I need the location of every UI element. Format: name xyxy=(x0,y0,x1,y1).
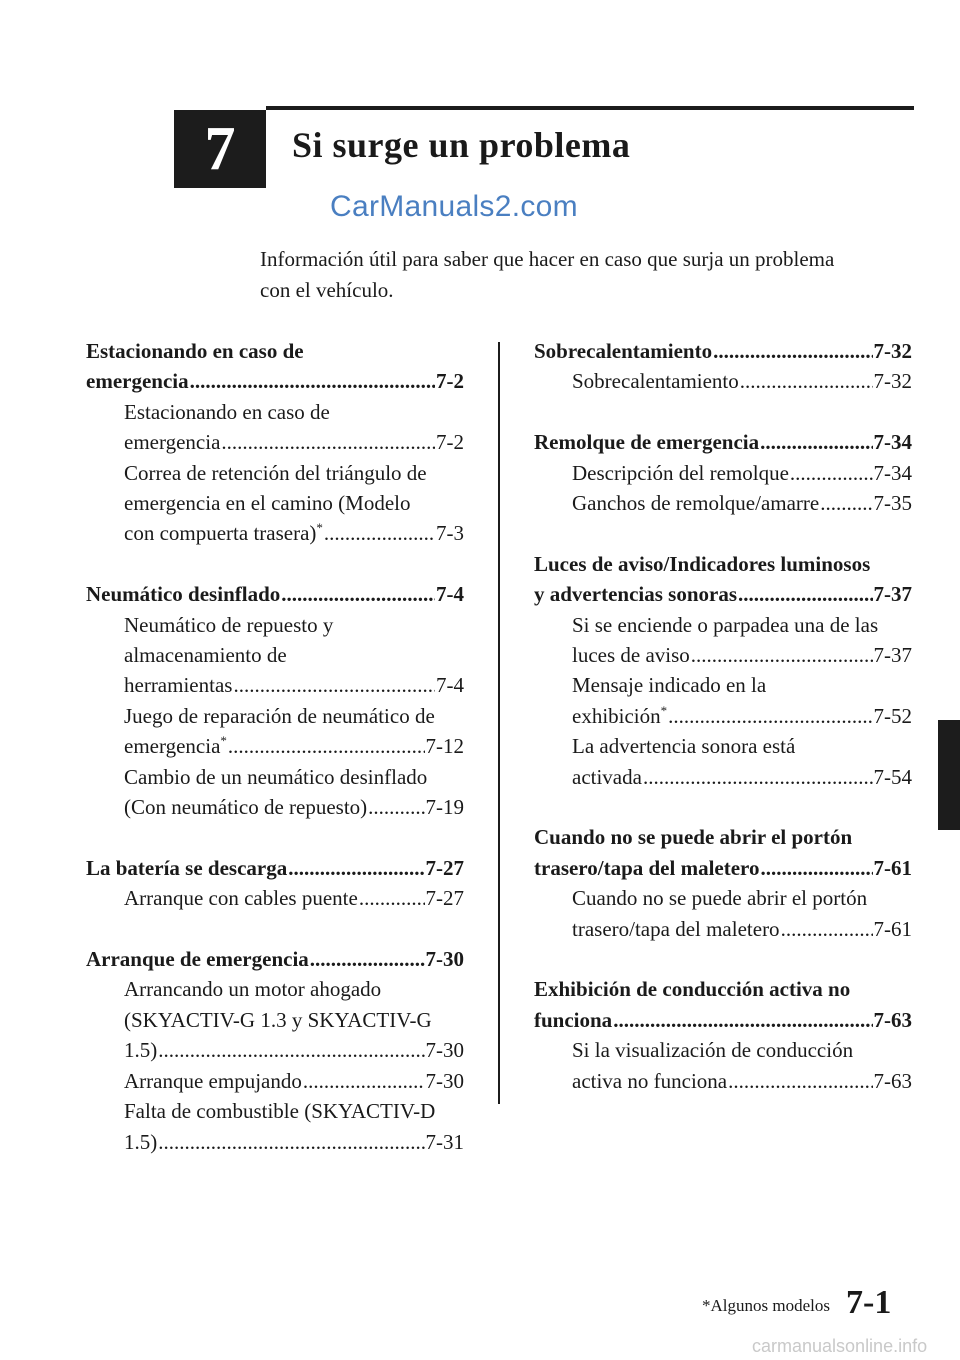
toc-item[interactable]: Mensaje indicado en la exhibición* ..... 7-52 xyxy=(534,670,912,731)
page-ref: 7-4 xyxy=(436,582,464,607)
page-ref: 7-2 xyxy=(436,430,464,455)
toc-item[interactable]: Si se enciende o parpadea una de las luces de aviso ..... 7-37 xyxy=(534,610,912,671)
toc-section-entry[interactable]: emergencia ..... 7-2 xyxy=(86,366,464,396)
toc-item[interactable]: Arranque empujando ..... 7-30 xyxy=(86,1066,464,1096)
toc-item[interactable]: Cuando no se puede abrir el portón trasero/tapa del maletero ..... 7-61 xyxy=(534,883,912,944)
chapter-title: Si surge un problema xyxy=(292,125,631,165)
chapter-side-tab xyxy=(938,720,960,830)
page-ref: 7-30 xyxy=(425,947,464,972)
toc-section xyxy=(534,336,912,397)
chapter-number-box xyxy=(174,110,266,188)
intro-line: Información útil para saber que hacer en caso que surja un problema xyxy=(260,247,835,271)
page-ref: 7-61 xyxy=(873,916,912,941)
toc-section-entry[interactable]: Remolque de emergencia ..... 7-34 xyxy=(534,427,912,457)
site-watermark: carmanualsonline.info xyxy=(752,1336,928,1356)
toc-item[interactable]: Si la visualización de conducción activa no funciona ..... 7-63 xyxy=(534,1035,912,1096)
page-ref: 7-32 xyxy=(873,369,912,394)
page-ref: 7-30 xyxy=(425,1068,464,1093)
page-ref: 7-63 xyxy=(873,1007,912,1032)
watermark: CarManuals2.com xyxy=(330,190,578,223)
toc-item[interactable]: Arranque con cables puente ..... 7-27 xyxy=(86,883,464,913)
toc-section xyxy=(86,944,464,1157)
toc-section xyxy=(534,427,912,518)
toc-item[interactable]: Juego de reparación de neumático de emergencia* ..... 7-12 xyxy=(86,701,464,762)
page-ref: 7-61 xyxy=(873,855,912,880)
asterisk-mark: * xyxy=(660,702,668,718)
page-ref: 7-63 xyxy=(873,1068,912,1093)
page-ref: 7-27 xyxy=(425,855,464,880)
column-divider xyxy=(498,342,500,1104)
page-ref: 7-32 xyxy=(873,339,912,363)
chapter-intro xyxy=(260,244,920,306)
title-rule xyxy=(266,106,914,110)
toc-section xyxy=(86,336,464,549)
page-ref: 7-31 xyxy=(425,1129,464,1154)
page-ref: 7-34 xyxy=(873,430,912,455)
toc-section-entry[interactable]: funciona ..... 7-63 xyxy=(534,1005,912,1035)
page-ref: 7-34 xyxy=(873,460,912,485)
toc-section-title: Luces de aviso/Indicadores luminosos xyxy=(534,551,871,576)
toc-section-entry[interactable]: trasero/tapa del maletero ..... 7-61 xyxy=(534,853,912,883)
toc-item[interactable]: Cambio de un neumático desinflado (Con neumático de repuesto) ..... 7-19 xyxy=(86,762,464,823)
toc-section-entry[interactable]: Neumático desinflado ..... 7-4 xyxy=(86,579,464,609)
asterisk-mark: * xyxy=(220,733,227,749)
toc-item[interactable]: Estacionando en caso de emergencia ..... 7-2 xyxy=(86,397,464,458)
asterisk-mark: * xyxy=(316,520,323,536)
toc-section-title: Exhibición de conducción activa no xyxy=(534,977,851,1002)
toc-item[interactable]: Sobrecalentamiento ..... 7-32 xyxy=(534,366,912,396)
toc-section xyxy=(86,579,464,822)
toc-item[interactable]: Falta de combustible (SKYACTIV-D 1.5) ..... 7-31 xyxy=(86,1096,464,1157)
toc-section-title: Cuando no se puede abrir el portón xyxy=(534,825,853,850)
page-ref: 7-2 xyxy=(436,369,464,394)
page-ref: 7-27 xyxy=(425,886,464,911)
toc-item[interactable]: Correa de retención del triángulo de emergencia en el camino (Modelo con compuerta trasera)* ..... 7-3 xyxy=(86,458,464,549)
toc-section-entry[interactable]: La batería se descarga ..... 7-27 xyxy=(86,853,464,883)
page-ref: 7-37 xyxy=(873,582,912,607)
toc-section-entry[interactable]: Sobrecalentamiento ..... 7-32 xyxy=(534,336,912,366)
toc-section-entry[interactable]: Arranque de emergencia ..... 7-30 xyxy=(86,944,464,974)
toc-section-title: Estacionando en caso de xyxy=(86,339,304,363)
page-number: 7-1 xyxy=(846,1284,892,1321)
chapter-number: 7 xyxy=(204,114,236,183)
toc-section xyxy=(534,822,912,944)
toc-left-column xyxy=(86,336,464,1187)
page-ref: 7-35 xyxy=(873,491,912,516)
page-ref: 7-19 xyxy=(425,795,464,820)
page-ref: 7-52 xyxy=(873,703,912,728)
page-ref: 7-12 xyxy=(425,734,464,759)
toc-section-entry[interactable]: y advertencias sonoras ..... 7-37 xyxy=(534,579,912,609)
toc-item[interactable]: Neumático de repuesto y almacenamiento de herramientas ..... 7-4 xyxy=(86,610,464,701)
toc-right-column xyxy=(534,336,912,1126)
toc-section xyxy=(534,549,912,792)
page-ref: 7-37 xyxy=(873,643,912,668)
toc-item[interactable]: La advertencia sonora está activada ..... 7-54 xyxy=(534,731,912,792)
toc-item[interactable]: Arrancando un motor ahogado (SKYACTIV-G 1.3 y SKYACTIV-G 1.5) ..... 7-30 xyxy=(86,974,464,1065)
page-ref: 7-4 xyxy=(436,673,464,698)
page-ref: 7-54 xyxy=(873,764,912,789)
toc-section xyxy=(534,974,912,1096)
intro-line: con el vehículo. xyxy=(260,278,394,302)
footer-note: *Algunos modelos xyxy=(702,1296,830,1315)
toc-item[interactable]: Descripción del remolque ..... 7-34 xyxy=(534,458,912,488)
toc-section xyxy=(86,853,464,914)
toc-item[interactable]: Ganchos de remolque/amarre ..... 7-35 xyxy=(534,488,912,518)
page-ref: 7-3 xyxy=(436,521,464,546)
page-ref: 7-30 xyxy=(425,1038,464,1063)
